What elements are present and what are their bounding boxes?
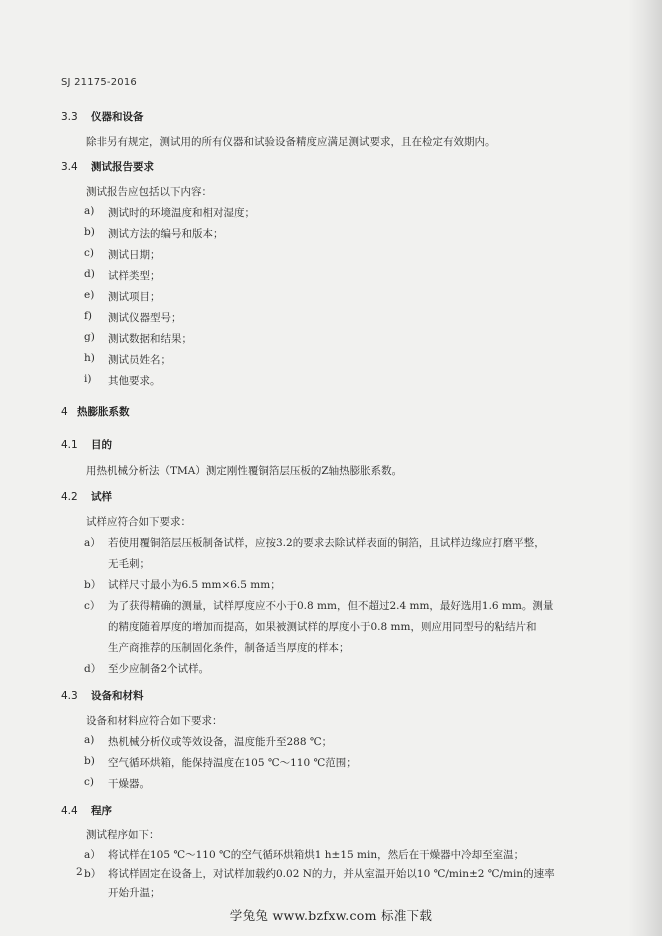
section-number: 4.2 [61,491,78,503]
section-title: 测试报告要求 [91,161,154,173]
section-heading-4 [61,404,130,419]
footer-watermark-text: 学兔兔 www.bzfxw.com 标准下载 [229,908,433,923]
section-title: 仪器和设备 [91,111,144,123]
section-heading-4-3 [61,688,144,703]
section-number: 4 [61,406,68,418]
section-heading-4-2 [61,489,112,504]
paragraph-4-2-intro: 试样应符合如下要求： [86,516,191,528]
section-heading-3-4 [61,159,154,174]
standard-code: SJ 21175-2016 [61,77,137,88]
paragraph-4-1: 用热机械分析法（TMA）测定刚性覆铜箔层压板的Z轴热膨胀系数。 [86,465,403,477]
paragraph-3-4-intro: 测试报告应包括以下内容： [86,186,212,198]
paragraph-4-3-intro: 设备和材料应符合如下要求： [86,715,223,727]
section-title: 设备和材料 [91,690,144,702]
section-number: 4.3 [61,690,78,702]
paragraph-3-3: 除非另有规定，测试用的所有仪器和试验设备精度应满足测试要求，且在检定有效期内。 [86,136,496,148]
section-title: 目的 [91,439,112,451]
section-number: 4.1 [61,439,78,451]
section-title: 热膨胀系数 [77,406,130,418]
document-page: SJ 21175-2016 3.3 仪器和设备 除非另有规定，测试用的所有仪器和试验设备精度应满足测试要求，且在检定有效期内。 3.4 测试报告要求 测试报告应包括以下内容： a) 测试时的环境温度和相对湿度； b) 测试方法的编号和版本； c) 测试日期； d) 试样类型； e) 测试项目； f) 测试仪器型号； g) 测试数据和结果； h) 测试员姓名； i) 其他要求。 4 热膨胀系数 4.1 目的 用热机械分析法（TMA）测定刚性覆铜箔层压板的Z轴热膨胀系数。 4.2 试样 试样应符合如下要求： a） 若使用覆铜箔层压板制备试样，应按3.2的要求去除试样表面的铜箔，且试样边缘应打磨平整， 无毛刺； b） 试样尺寸最小为6.5 mm×6.5 mm； c） 为了获得精确的测量，试样厚度应不小于0.8 mm，但不超过2.4 mm，最好选用1.6 mm。测量 的精度随着厚度的增加而提高，如果被测试样的厚度小于0.8 mm，则应用同型号的粘结片和 生产商推荐的压制固化条件，制备适当厚度的样本； d） 至少应制备2个试样。 4.3 设备和材料 设备和材料应符合如下要求： a) 热机械分析仪或等效设备，温度能升至288 ℃； b) 空气循环烘箱，能保持温度在105 ℃～110 ℃范围； c) 干燥器。 4.4 程序 测试程序如下： a） 将试样在105 ℃～110 ℃的空气循环烘箱烘1 h±15 min，然后在干燥器中冷却至室温； b） 将试样固定在设备上，对试样加载约0.02 N的力，并从室温开始以10 ℃/min±2 ℃/min的速率 开始升温； 2 学兔兔 www.bzfxw.com 标准下载 [0,0,662,936]
section-number: 3.4 [61,161,78,173]
section-heading-4-4 [61,803,112,818]
section-number: 4.4 [61,805,78,817]
section-number: 3.3 [61,111,78,123]
paragraph-4-4-intro: 测试程序如下： [86,829,160,841]
section-title: 试样 [91,491,112,503]
section-heading-4-1 [61,437,112,452]
section-heading-3-3 [61,109,144,124]
page-number: 2 [76,866,83,878]
section-title: 程序 [91,805,112,817]
